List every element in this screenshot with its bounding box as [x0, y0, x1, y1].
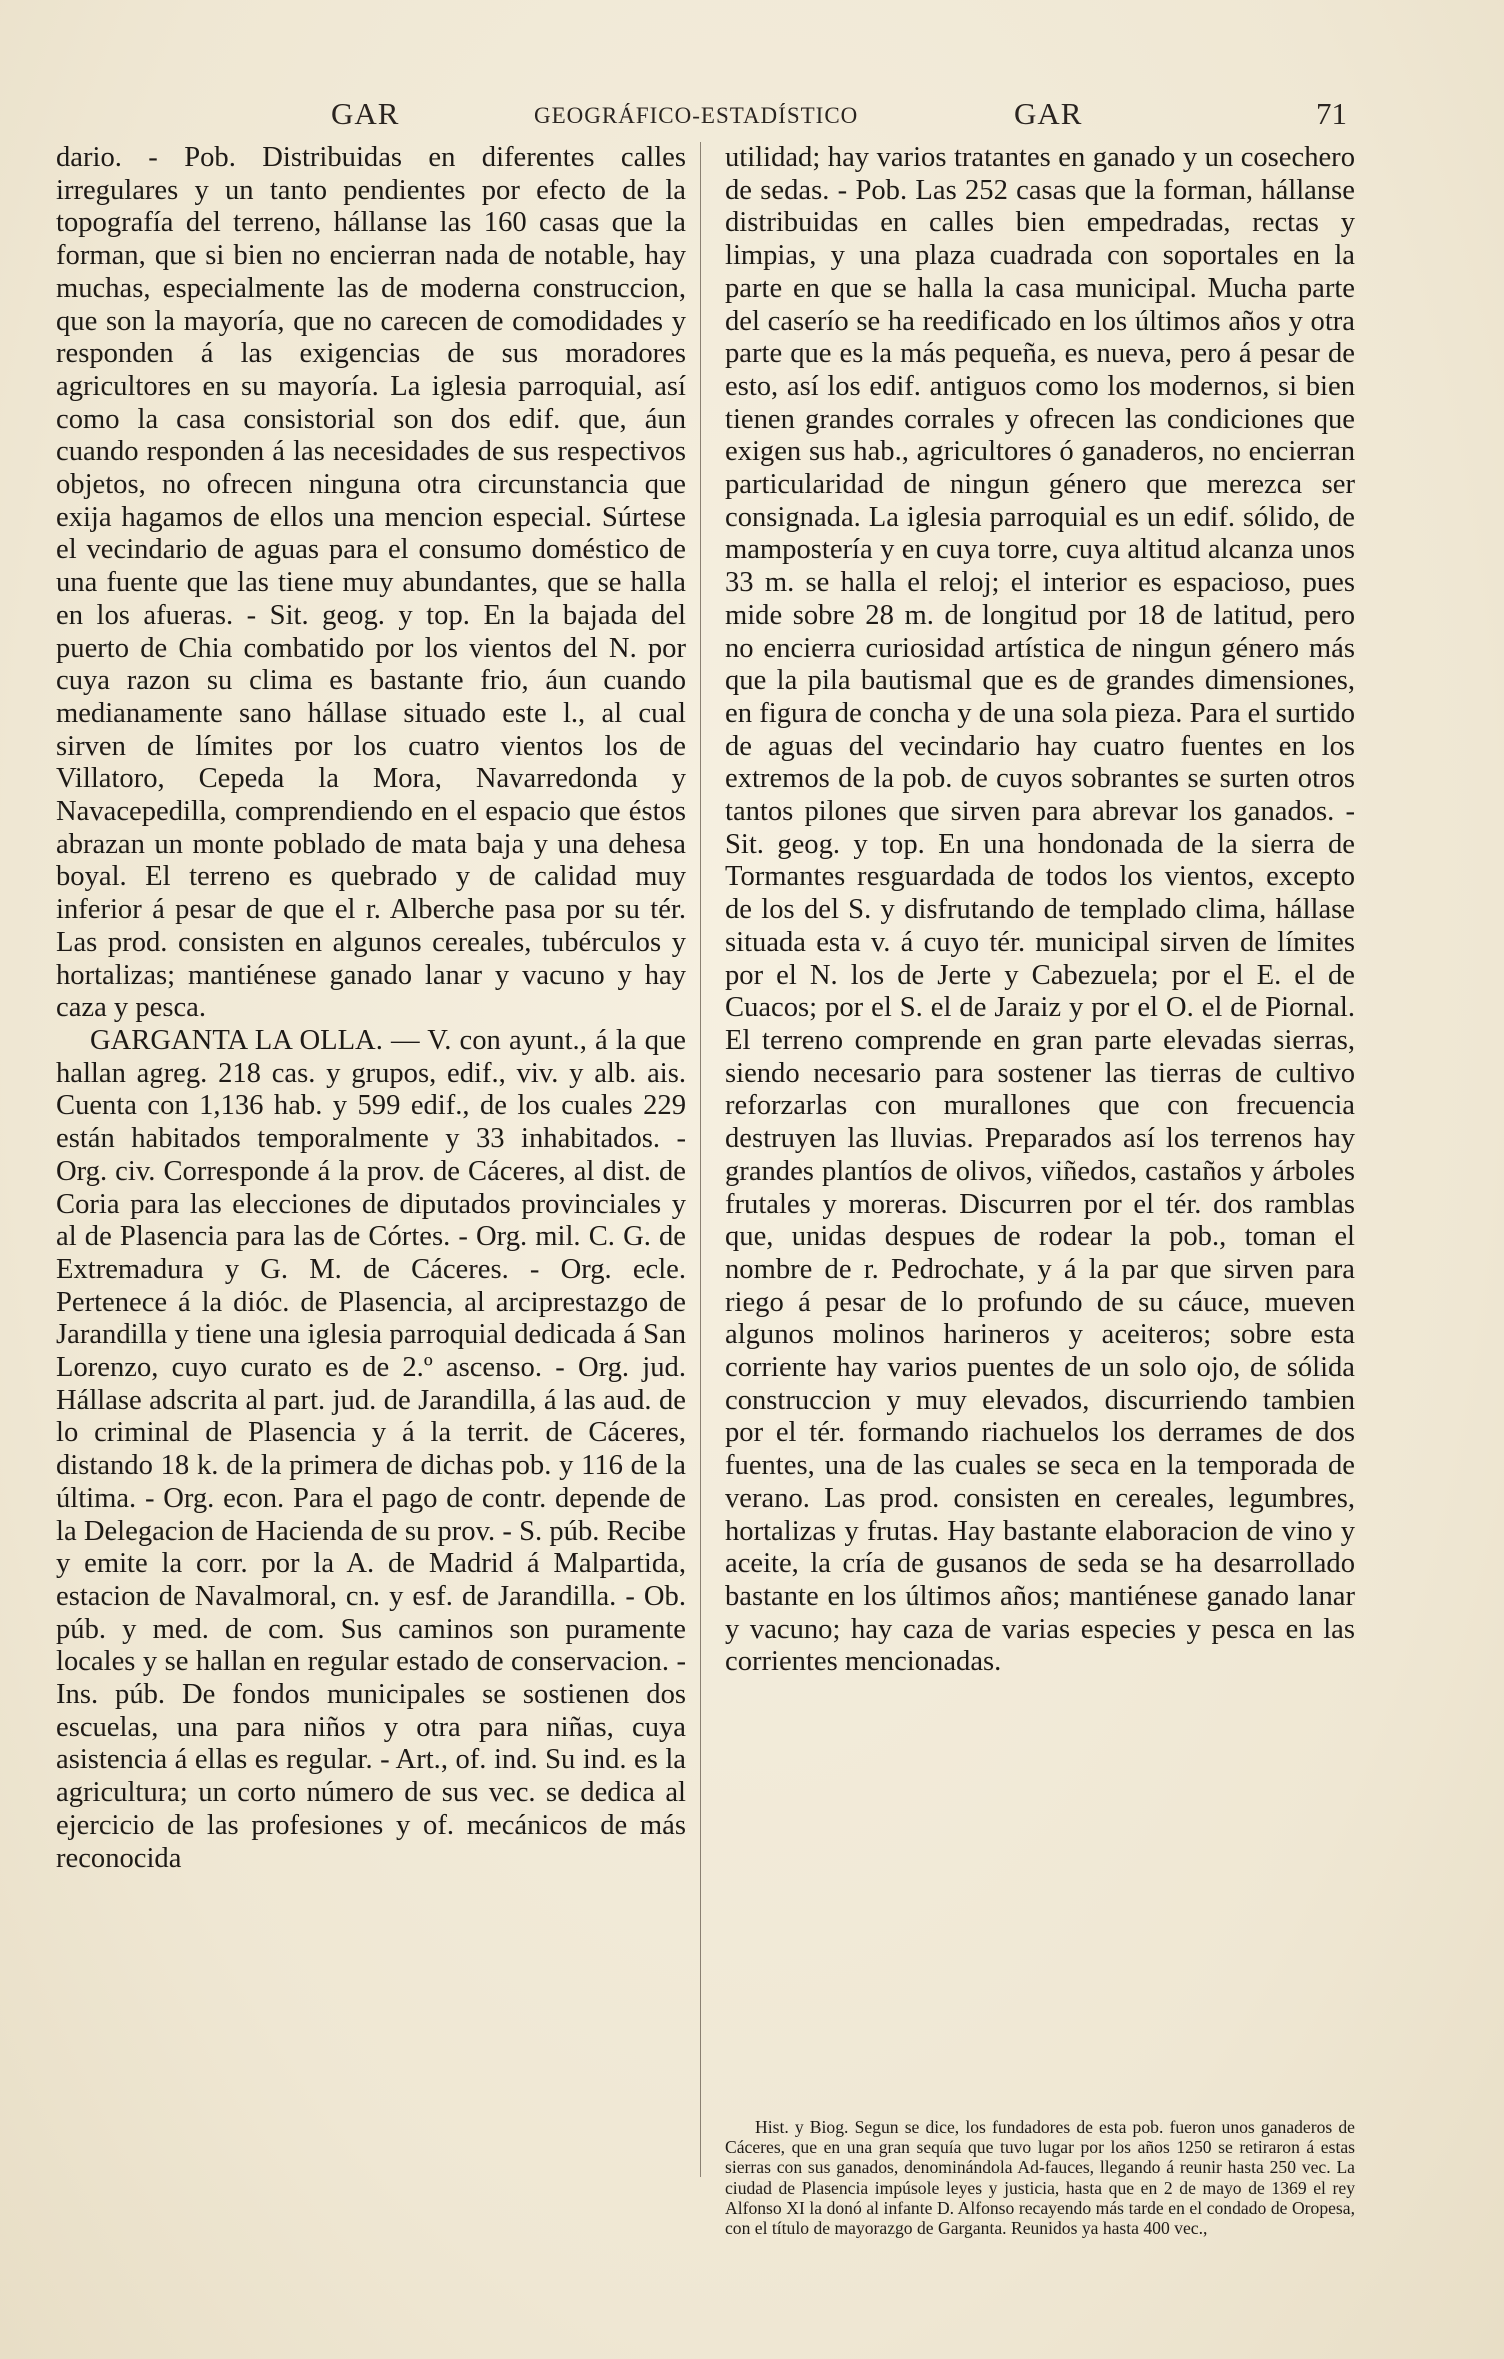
entry-garganta-la-olla: GARGANTA LA OLLA. — V. con ayunt., á la que hallan agreg. 218 cas. y grupos, edif., viv. y alb. ais. Cuenta con 1,136 hab. y 599 edif., de los cuales 229 están habitados temporalmente y 33 inhabitados. - Org. civ. Corresponde á la prov. de Cáceres, al dist. de Coria para las elecciones de diputados provinciales y al de Plasencia para las de Córtes. - Org. mil. C. G. de Extremadura y G. M. de Cáceres. - Org. ecle. Pertenece á la dióc. de Plasencia, al arciprestazgo de Jarandilla y tiene una iglesia parroquial dedicada á San Lorenzo, cuyo curato es de 2.º ascenso. - Org. jud. Hállase adscrita al part. jud. de Jarandilla, á las aud. de lo criminal de Plasencia y á la territ. de Cáceres, distando 18 k. de la primera de dichas pob. y 116 de la última. - Org. econ. Para el pago de contr. depende de la Delegacion de Hacienda de su prov. - S. púb. Recibe y emite la corr. por la A. de Madrid á Malpartida, estacion de Navalmoral, cn. y esf. de Jarandilla. - Ob. púb. y med. de com. Sus caminos son puramente locales y se hallan en regular estado de conservacion. - Ins. púb. De fondos municipales se sostienen dos escuelas, una para niños y otra para niñas, cuya asistencia á ellas es regular. - Art., of. ind. Su ind. es la agricultura; un corto número de sus vec. se dedica al ejercicio de las profesiones y of. mecánicos de más reconocida	[56, 1024, 686, 1874]
running-header	[56, 96, 1366, 136]
right-running-head: GAR	[1014, 96, 1083, 131]
paragraph-continuation: dario. - Pob. Distribuidas en diferentes calles irregulares y un tanto pendientes por efecto de la topografía del terreno, hállanse las 160 casas que la forman, que si bien no encierran nada de notable, hay muchas, especialmente las de moderna construccion, que son la mayoría, que no carecen de comodidades y responden á las exigencias de sus moradores agricultores en su mayoría. La iglesia parroquial, así como la casa consistorial son dos edif. que, áun cuando responden á las necesidades de sus respectivos objetos, no ofrecen ninguna otra circunstancia que exija hagamos de ellos una mencion especial. Súrtese el vecindario de aguas para el consumo doméstico de una fuente que las tiene muy abundantes, que se halla en los afueras. - Sit. geog. y top. En la bajada del puerto de Chia combatido por los vientos del N. por cuya razon su clima es bastante frio, áun cuando medianamente sano hállase situado este l., al cual sirven de límites por los cuatro vientos los de Villatoro, Cepeda la Mora, Navarredonda y Navacepedilla, comprendiendo en el espacio que éstos abrazan un monte poblado de mata baja y una dehesa boyal. El terreno es quebrado y de calidad muy inferior á pesar de que el r. Alberche pasa por su tér. Las prod. consisten en algunos cereales, tubérculos y hortalizas; mantiénese ganado lanar y vacuno y hay caza y pesca.	[56, 142, 686, 1024]
left-column	[56, 142, 686, 1875]
footnote-historia: Hist. y Biog. Segun se dice, los fundadores de esta pob. fueron unos ganaderos de Cáceres, que en una gran sequía que tuvo lugar por los años 1250 se retiraron á estas sierras con sus ganados, denominándola Ad-fauces, llegando á reunir hasta 250 vec. La ciudad de Plasencia impúsole leyes y justicia, hasta que en 2 de mayo de 1369 el rey Alfonso XI la donó al infante D. Alfonso recayendo más tarde en el condado de Oropesa, con el título de mayorazgo de Garganta. Reunidos ya hasta 400 vec.,	[725, 2117, 1355, 2239]
column-divider	[700, 142, 701, 2177]
page-number: 71	[1316, 96, 1347, 131]
center-title: GEOGRÁFICO-ESTADÍSTICO	[534, 103, 859, 128]
paragraph-continuation-right: utilidad; hay varios tratantes en ganado y un cosechero de sedas. - Pob. Las 252 casas que la forman, hállanse distribuidas en calles bien empedradas, rectas y limpias, y una plaza cuadrada con soportales en la parte en que se halla la casa municipal. Mucha parte del caserío se ha reedificado en los últimos años y otra parte que es la más pequeña, es nueva, pero á pesar de esto, así los edif. antiguos como los modernos, si bien tienen grandes corrales y ofrecen las condiciones que exigen sus hab., agricultores ó ganaderos, no encierran particularidad de ningun género que merezca ser consignada. La iglesia parroquial es un edif. sólido, de mampostería y en cuya torre, cuya altitud alcanza unos 33 m. se halla el reloj; el interior es espacioso, pues mide sobre 28 m. de longitud por 18 de latitud, pero no encierra curiosidad artística de ningun género más que la pila bautismal que es de grandes dimensiones, en figura de concha y de una sola pieza. Para el surtido de aguas del vecindario hay cuatro fuentes en los extremos de la pob. de cuyos sobrantes se surten otros tantos pilones que sirven para abrevar los ganados. - Sit. geog. y top. En una hondonada de la sierra de Tormantes resguardada de todos los vientos, excepto de los del S. y disfrutando de templado clima, hállase situada esta v. á cuyo tér. municipal sirven de límites por el N. los de Jerte y Cabezuela; por el E. el de Cuacos; por el S. el de Jaraiz y por el O. el de Piornal. El terreno comprende en gran parte elevadas sierras, siendo necesario para sostener las tierras de cultivo reforzarlas con murallones que con frecuencia destruyen las lluvias. Preparados así los terrenos hay grandes plantíos de olivos, viñedos, castaños y árboles frutales y moreras. Discurren por el tér. dos ramblas que, unidas despues de rodear la pob., toman el nombre de r. Pedrochate, y á la par que sirven para riego á pesar de lo profundo de su cáuce, mueven algunos molinos harineros y aceiteros; sobre esta corriente hay varios puentes de un solo ojo, de sólida construccion y muy elevados, discurriendo tambien por el tér. formando riachuelos los derrames de dos fuentes, una de las cuales se seca en la temporada de verano. Las prod. consisten en cereales, legumbres, hortalizas y frutas. Hay bastante elaboracion de vino y aceite, la cría de gusanos de seda se ha desarrollado bastante en los últimos años; mantiénese ganado lanar y vacuno; hay caza de varias especies y pesca en las corrientes mencionadas.	[725, 142, 1355, 1678]
left-running-head: GAR	[331, 96, 400, 131]
right-column	[725, 142, 1355, 1679]
